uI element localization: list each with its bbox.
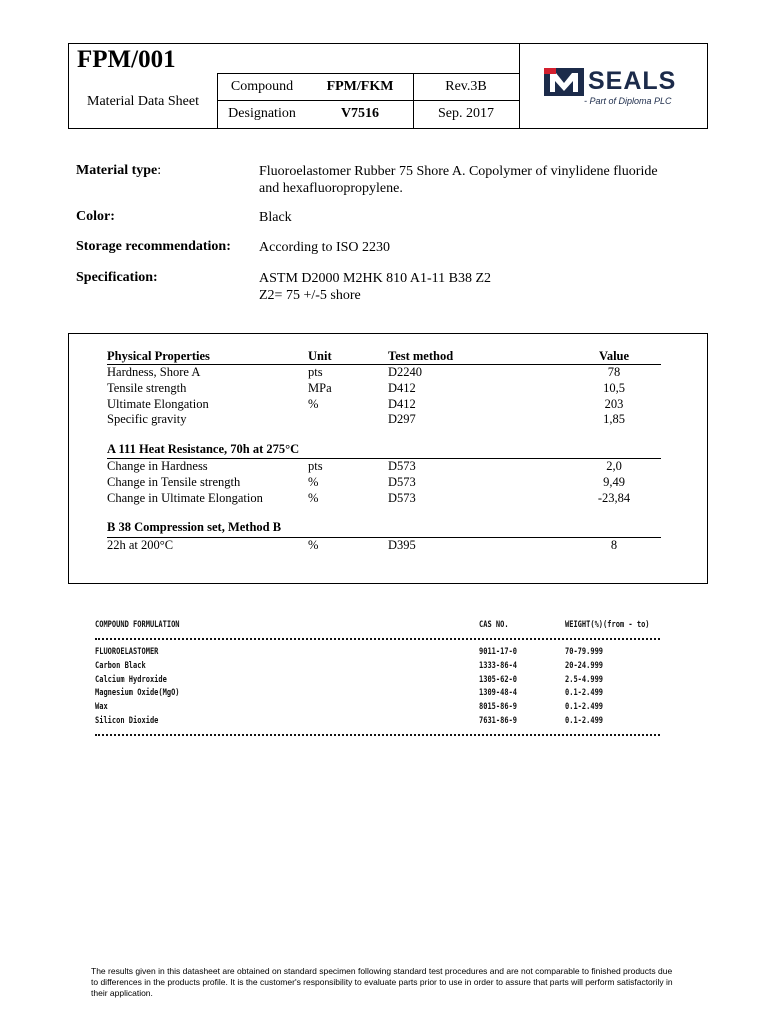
property-name: Change in Hardness <box>107 459 208 473</box>
cas-number: 7631-86-9 <box>479 716 518 726</box>
color-label: Color: <box>76 209 115 224</box>
property-value: 9,49 <box>603 475 625 489</box>
cas-number: 8015-86-9 <box>479 702 518 712</box>
specification-value <box>259 270 659 304</box>
cas-number: 1309-48-4 <box>479 688 518 698</box>
column-header: Value <box>598 349 630 363</box>
cas-number: 9011-17-0 <box>479 647 518 657</box>
formulation-row <box>95 702 660 714</box>
table-row <box>107 537 661 553</box>
material-type-label: Material type: <box>76 163 162 178</box>
formulation-row <box>95 688 660 700</box>
compound-value: FPM/FKM <box>326 79 394 94</box>
property-value: 8 <box>610 538 618 552</box>
specification-line: ASTM D2000 M2HK 810 A1-11 B38 Z2 <box>259 271 492 286</box>
dotted-rule <box>95 638 660 640</box>
property-method: D412 <box>388 397 416 411</box>
cas-number: 1305-62-0 <box>479 675 518 685</box>
disclaimer-text: The results given in this datasheet are obtained on standard specimen following standard test procedures and are not comparable to finished products due to differences in the products profile. It is the customer's responsibility to evaluate parts prior to use in order to assure that parts will perform satisfactorily in their application. <box>91 966 673 998</box>
property-value: 1,85 <box>603 412 625 426</box>
storage-label: Storage recommendation: <box>76 239 231 254</box>
formulation-row <box>95 661 660 673</box>
specification-label: Specification: <box>76 270 158 285</box>
material-type-value: Fluoroelastomer Rubber 75 Shore A. Copolymer of vinylidene fluoride and hexafluoropropylene. <box>259 164 658 196</box>
section-title: B 38 Compression set, Method B <box>107 520 282 534</box>
property-method: D573 <box>388 459 416 473</box>
property-value: 203 <box>604 397 624 411</box>
table-row <box>107 411 661 427</box>
storage-value: According to ISO 2230 <box>259 240 391 255</box>
property-method: D412 <box>388 381 416 395</box>
dotted-rule <box>95 734 660 736</box>
property-unit: pts <box>308 459 323 473</box>
ingredient-name: Silicon Dioxide <box>95 716 159 726</box>
ingredient-name: Magnesium Oxide(MgO) <box>95 688 180 698</box>
table-row <box>107 396 661 412</box>
designation-label: Designation <box>228 106 296 121</box>
property-unit: MPa <box>308 381 332 395</box>
property-value: 78 <box>607 365 621 379</box>
issue-date: Sep. 2017 <box>438 106 494 121</box>
weight-range: 0.1-2.499 <box>565 702 604 712</box>
property-value: -23,84 <box>597 491 631 505</box>
designation-value: V7516 <box>340 106 380 121</box>
property-unit: % <box>308 538 319 552</box>
property-unit: % <box>308 475 319 489</box>
property-name: 22h at 200°C <box>107 538 174 552</box>
property-method: D297 <box>388 412 416 426</box>
table-row <box>107 474 661 490</box>
weight-range: 0.1-2.499 <box>565 688 604 698</box>
divider <box>217 73 519 74</box>
property-name: Change in Ultimate Elongation <box>107 491 263 505</box>
weight-range: 20-24.999 <box>565 661 604 671</box>
column-header: COMPOUND FORMULATION <box>95 620 180 630</box>
table-row <box>107 490 661 506</box>
property-name: Hardness, Shore A <box>107 365 201 379</box>
logo-text: SEALS <box>588 67 677 95</box>
property-method: D2240 <box>388 365 423 379</box>
property-unit: % <box>308 491 319 505</box>
weight-range: 70-79.999 <box>565 647 604 657</box>
formulation-header-row <box>95 620 660 632</box>
compound-label: Compound <box>230 79 294 94</box>
column-header: WEIGHT(%)(from - to) <box>565 620 650 630</box>
table-row <box>107 364 661 380</box>
weight-range: 2.5-4.999 <box>565 675 604 685</box>
property-unit: pts <box>308 365 323 379</box>
header-box <box>68 43 708 129</box>
ingredient-name: Carbon Black <box>95 661 146 671</box>
formulation-row <box>95 675 660 687</box>
properties-box <box>68 333 708 584</box>
weight-range: 0.1-2.499 <box>565 716 604 726</box>
cas-number: 1333-86-4 <box>479 661 518 671</box>
column-header: Test method <box>388 349 454 363</box>
formulation-row <box>95 647 660 659</box>
section-title: A 111 Heat Resistance, 70h at 275°C <box>107 442 300 456</box>
property-method: D573 <box>388 475 416 489</box>
ingredient-name: Calcium Hydroxide <box>95 675 167 685</box>
logo-m-icon <box>544 68 584 96</box>
table-row <box>107 380 661 396</box>
properties-header-row <box>107 348 661 364</box>
revision: Rev.3B <box>445 79 487 94</box>
property-value: 2,0 <box>606 459 622 473</box>
specification-line: Z2= 75 +/-5 shore <box>259 288 361 303</box>
property-method: D573 <box>388 491 416 505</box>
logo-subtitle: - Part of Diploma PLC <box>584 96 672 106</box>
divider <box>217 100 519 101</box>
document-code: FPM/001 <box>77 46 176 73</box>
formulation-row <box>95 716 660 728</box>
divider <box>519 44 520 128</box>
color-value: Black <box>259 210 292 225</box>
table-row <box>107 458 661 474</box>
property-name: Ultimate Elongation <box>107 397 209 411</box>
property-value: 10,5 <box>603 381 625 395</box>
column-header: CAS NO. <box>479 620 509 630</box>
document-title: Material Data Sheet <box>87 94 199 109</box>
property-name: Tensile strength <box>107 381 187 395</box>
ingredient-name: Wax <box>95 702 108 712</box>
property-name: Change in Tensile strength <box>107 475 241 489</box>
column-header: Physical Properties <box>107 349 210 363</box>
company-logo <box>544 64 694 114</box>
property-method: D395 <box>388 538 416 552</box>
ingredient-name: FLUOROELASTOMER <box>95 647 159 657</box>
property-name: Specific gravity <box>107 412 187 426</box>
property-unit: % <box>308 397 319 411</box>
column-header: Unit <box>308 349 332 363</box>
